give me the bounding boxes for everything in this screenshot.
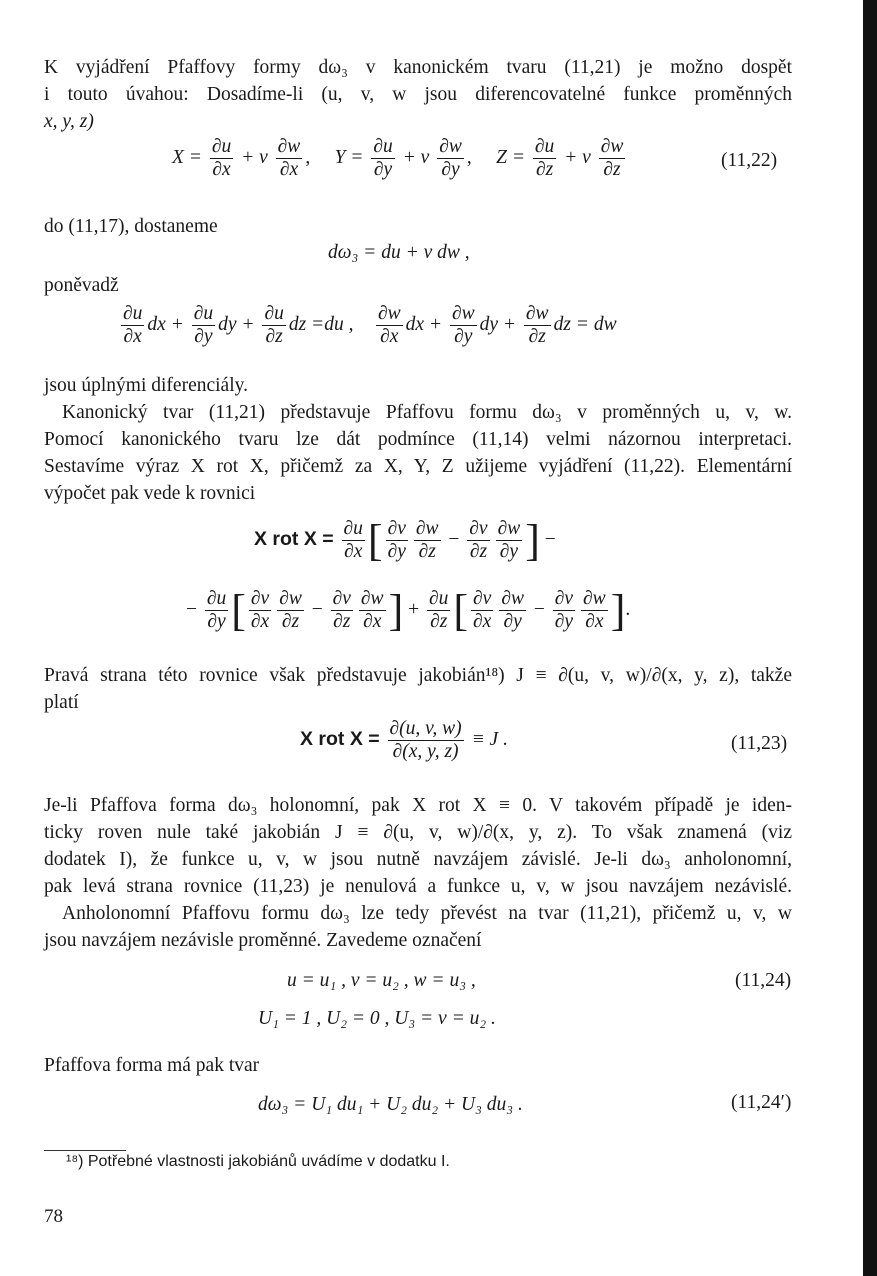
text-line: Anholonomní Pfaffovu formu dω₃ lze tedy převést na tvar (11,21), přičemž u, v, w xyxy=(62,903,792,924)
text-line: Pravá strana této rovnice však představuje jakobián¹⁸) J ≡ ∂(u, v, w)/∂(x, y, z), takže xyxy=(44,665,792,686)
text-line: platí xyxy=(44,692,79,713)
fraction: $\frac{\partial u}{\partial z}$ xyxy=(534,136,555,180)
text-line: do (11,17), dostaneme xyxy=(44,216,218,237)
equation-11-24-line2: U₁ = 1 , U₂ = 0 , U₃ = v = u₂ . xyxy=(258,1008,496,1029)
footnote: ¹⁸) Potřebné vlastnosti jakobiánů uvádíme v dodatku I. xyxy=(66,1153,450,1170)
fraction: $\frac{\partial u}{\partial x}$ xyxy=(211,136,232,180)
equation-number: (11,24) xyxy=(735,970,792,991)
footnote-rule xyxy=(44,1150,126,1151)
page-number: 78 xyxy=(44,1206,63,1227)
fraction: $\frac{\partial u}{\partial y}$ xyxy=(373,136,393,180)
equation-number: (11,23) xyxy=(731,733,788,754)
paragraph xyxy=(44,213,792,240)
paragraph-holonomic xyxy=(44,792,792,954)
eq-lhs: X = xyxy=(172,146,202,168)
text-line: Je-li Pfaffova forma dω₃ holonomní, pak X rot X ≡ 0. V takovém případě je iden- xyxy=(44,795,792,816)
eq-lhs: Z = xyxy=(496,146,525,168)
paragraph-intro xyxy=(44,54,792,135)
text-line: výpočet pak vede k rovnici xyxy=(44,483,256,504)
text-line: jsou úplnými diferenciály. xyxy=(44,375,248,396)
equation-total-differentials: $\frac{\partial u}{\partial x}$ dx + $\frac{\partial u}{\partial y}$ dy + $\frac{\partial u}{\partial z}$ dz =du , $\frac{\partial w}{\partial x}$ dx + $\frac{\partial w}{\partial y}$ dy + $\frac{\partial w}{\partial z}$ dz = dw xyxy=(123,303,617,347)
fraction: $\frac{\partial w}{\partial x}$ xyxy=(277,136,301,180)
page-edge xyxy=(863,0,877,1276)
text-line: poněvadž xyxy=(44,275,119,296)
text-line: Kanonický tvar (11,21) představuje Pfaffovu formu dω₃ v proměnných u, v, w. xyxy=(62,402,792,423)
eq-lhs: Y = xyxy=(334,146,364,168)
fraction: $\frac{\partial w}{\partial y}$ xyxy=(439,136,462,180)
text-line: jsou navzájem nezávisle proměnné. Zavedeme označení xyxy=(44,930,482,951)
text-line: Pomocí kanonického tvaru lze dát podmínce (11,14) velmi názornou interpretaci. xyxy=(44,429,792,450)
text-line: Sestavíme výraz X rot X, přičemž za X, Y, Z užijeme vyjádření (11,22). Elementární xyxy=(44,456,792,477)
paragraph xyxy=(44,272,792,299)
fraction: $\frac{\partial w}{\partial z}$ xyxy=(600,136,624,180)
text-line: i touto úvahou: Dosadíme-li (u, v, w jsou diferencovatelné funkce proměnných xyxy=(44,84,792,105)
text-line: x, y, z) xyxy=(44,111,94,132)
text-line: K vyjádření Pfaffovy formy dω₃ v kanonickém tvaru (11,21) je možno dospět xyxy=(44,57,792,78)
equation-11-22: X = $\frac{\partial u}{\partial x}$ + v $\frac{\partial w}{\partial x}$ , Y = $\frac{\partial u}{\partial y}$ + v $\frac{\partial w}{\partial y}$ , Z = $\frac{\partial u}{\partial z}$ + v $\frac{\partial w}{\partial z}$ xyxy=(172,136,624,180)
equation-11-23: X rot X = $\frac{\partial(u, v, w)}{\partial(x, y, z)}$ ≡ J . xyxy=(300,718,508,762)
equation-11-24-line1: u = u₁ , v = u₂ , w = u₃ , xyxy=(287,970,476,991)
paragraph-canonical xyxy=(44,372,792,507)
paragraph-jacobian xyxy=(44,662,792,716)
text-line: pak levá strana rovnice (11,23) je nenulová a funkce u, v, w jsou navzájem nezávislé. xyxy=(44,876,792,897)
equation-domega: dω₃ = du + v dw , xyxy=(328,242,470,263)
equation-number: (11,24′) xyxy=(731,1092,792,1113)
equation-rot-line2: − $\frac{\partial u}{\partial y}$ [ $\frac{\partial v}{\partial x}$ $\frac{\partial w}{\partial z}$ − $\frac{\partial v}{\partial z}$ $\frac{\partial w}{\partial x}$ ] + $\frac{\partial u}{\partial z}$ [ $\frac{\partial v}{\partial x}$ $\frac{\partial w}{\partial y}$ − $\frac{\partial v}{\partial y}$ $\frac{\partial w}{\partial x}$ ]. xyxy=(186,585,631,635)
eq-term: + v xyxy=(241,146,268,168)
text-line: Pfaffova forma má pak tvar xyxy=(44,1055,260,1076)
text-line: dodatek I), že funkce u, v, w jsou nutně navzájem závislé. Je-li dω₃ anholonomní, xyxy=(44,849,792,870)
equation-number: (11,22) xyxy=(721,150,778,171)
paragraph xyxy=(44,1052,792,1079)
equation-rot-line1: X rot X = $\frac{\partial u}{\partial x}$ [ $\frac{\partial v}{\partial y}$ $\frac{\partial w}{\partial z}$ − $\frac{\partial v}{\partial z}$ $\frac{\partial w}{\partial y}$ ] − xyxy=(254,515,556,565)
text-line: ticky roven nule také jakobián J ≡ ∂(u, v, w)/∂(x, y, z). To však znamená (viz xyxy=(44,822,792,843)
equation-11-24-prime: dω₃ = U₁ du₁ + U₂ du₂ + U₃ du₃ . xyxy=(258,1094,523,1115)
